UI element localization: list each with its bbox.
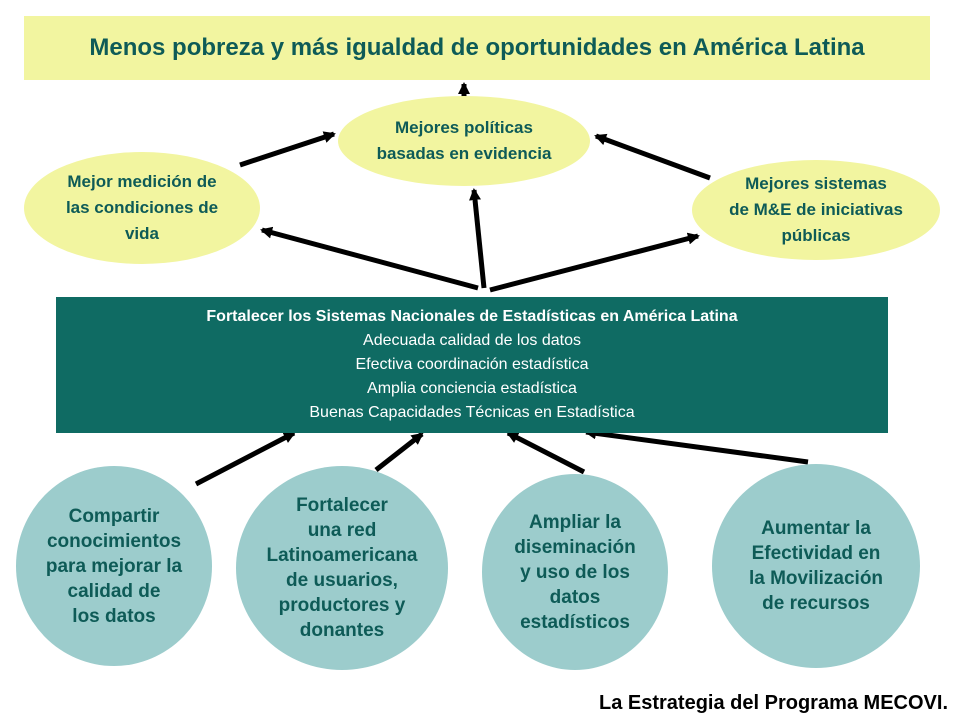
arrow-fortalecer-to-core	[376, 434, 422, 470]
core-line: Efectiva coordinación estadística	[355, 356, 589, 373]
outcome-sistemas	[692, 160, 940, 260]
core-line: Adecuada calidad de los datos	[363, 332, 581, 349]
arrow-ampliar-to-core	[508, 433, 584, 472]
core-box	[56, 297, 888, 433]
arrow-core-to-sistemas	[490, 236, 698, 290]
outcome-medicion	[24, 152, 260, 264]
action-fortalecer-text: Fortalecer una red Latinoamericana de usuarios, productores y donantes	[266, 495, 418, 641]
action-fortalecer	[236, 466, 448, 670]
action-ampliar	[482, 474, 668, 670]
core-title: Fortalecer los Sistemas Nacionales de Estadísticas en América Latina	[206, 308, 738, 325]
outcome-politicas-text: Mejores políticas basadas en evidencia	[376, 118, 552, 163]
arrow-compartir-to-core	[196, 433, 294, 484]
arrow-aumentar-to-core	[586, 432, 808, 462]
core-line: Buenas Capacidades Técnicas en Estadística	[309, 404, 635, 421]
action-compartir-text: Compartir conocimientos para mejorar la calidad de los datos	[45, 505, 183, 627]
action-compartir	[16, 466, 212, 666]
action-ampliar-text: Ampliar la diseminación y uso de los datos estadísticos	[514, 511, 636, 633]
arrow-core-to-politicas	[474, 190, 484, 288]
action-aumentar-text: Aumentar la Efectividad en la Movilización de recursos	[748, 518, 884, 614]
arrow-sistemas-to-politicas	[596, 136, 710, 178]
goal-box	[24, 16, 930, 80]
goal-text: Menos pobreza y más igualdad de oportunidades en América Latina	[89, 34, 865, 61]
footer-caption: La Estrategia del Programa MECOVI.	[599, 692, 948, 714]
core-line: Amplia conciencia estadística	[367, 380, 577, 397]
outcome-sistemas-text: Mejores sistemas de M&E de iniciativas públicas	[729, 174, 903, 245]
outcome-politicas	[338, 96, 590, 186]
arrow-core-to-medicion	[262, 230, 478, 288]
outcome-medicion-text: Mejor medición de las condiciones de vida	[65, 172, 219, 243]
action-aumentar	[712, 464, 920, 668]
arrow-medicion-to-politicas	[240, 134, 334, 165]
